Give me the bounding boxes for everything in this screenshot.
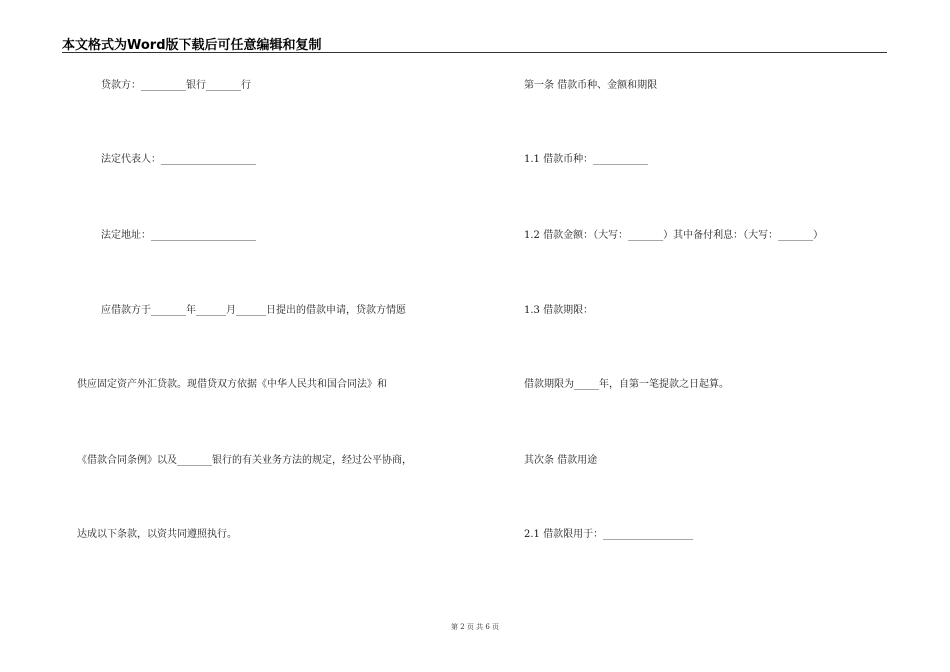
clause-1-1-line: 1.1 借款币种：___________ — [524, 154, 649, 165]
preamble-line-4: 达成以下条款，以资共同遵照执行。 — [77, 529, 237, 540]
clause-1-3-line: 1.3 借款期限： — [524, 305, 594, 316]
page-number: 第 2 页 共 6 页 — [450, 623, 500, 631]
loan-term-line: 借款期限为_____年，自第一笔提款之日起算。 — [524, 379, 729, 390]
preamble-line-2: 供应固定资产外汇贷款。现借贷双方依据《中华人民共和国合同法》和 — [77, 379, 387, 390]
preamble-line-3: 《借款合同条例》以及_______银行的有关业务方法的规定，经过公平协商， — [77, 455, 412, 466]
document-header-title: 本文格式为Word版下载后可任意编辑和复制 — [62, 38, 322, 53]
clause-1-2-line: 1.2 借款金额：（大写：_______）其中备付利息：（大写：_______） — [524, 230, 824, 241]
lender-line: 贷款方：_________银行_______行 — [101, 80, 251, 91]
legal-representative-line: 法定代表人：___________________ — [101, 154, 256, 165]
legal-address-line: 法定地址：_____________________ — [101, 230, 256, 241]
clause-2-1-line: 2.1 借款限用于：__________________ — [524, 529, 694, 540]
preamble-line-1: 应借款方于_______年______月______日提出的借款申请，贷款方情愿 — [101, 305, 406, 316]
header-divider — [62, 52, 887, 53]
article-2-heading: 其次条 借款用途 — [524, 455, 598, 466]
article-1-heading: 第一条 借款币种、金额和期限 — [524, 80, 658, 91]
